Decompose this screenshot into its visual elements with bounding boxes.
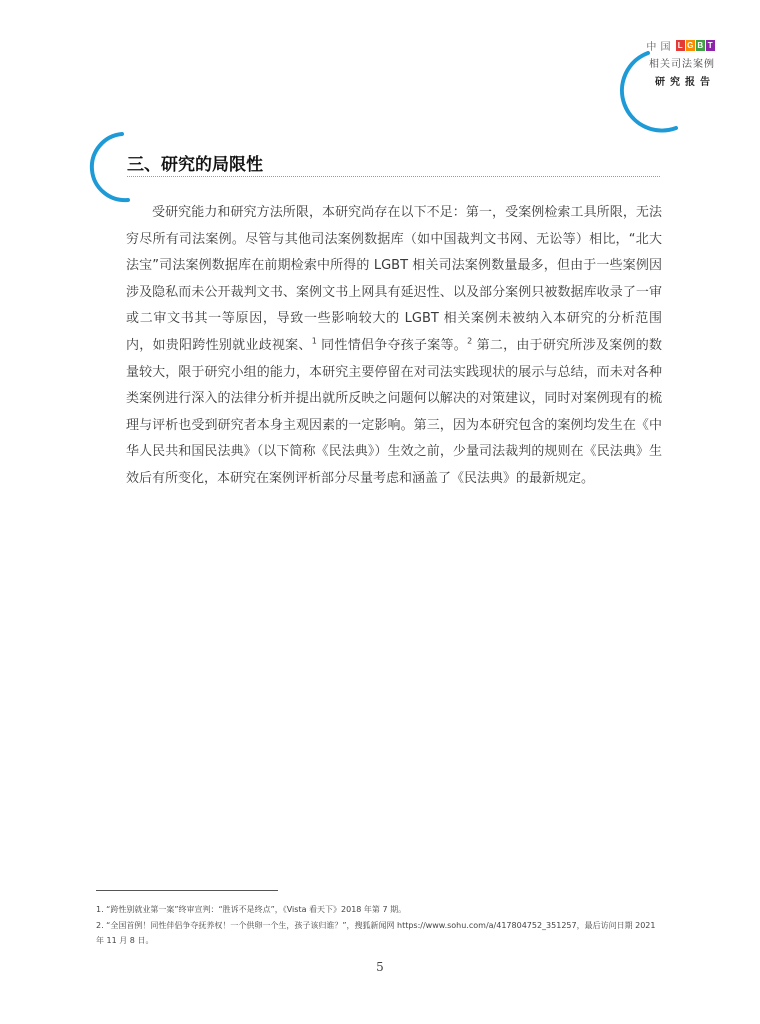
body-paragraph <box>126 200 662 493</box>
logo-line1 <box>646 38 715 53</box>
footnote-2: 2. “全国首例！同性伴侣争夺抚养权！一个供卵一个生，孩子该归谁？”，搜狐新闻网 https://www.sohu.com/a/417804752_351257，最后访问日期 2021 年 11 月 8 日。 <box>96 920 656 945</box>
logo-lgbt-rainbow <box>675 40 715 51</box>
logo-letter-g: G <box>687 41 694 50</box>
logo-country-text: 中 国 <box>646 42 671 53</box>
body-text-part2: 同性情侣争夺孩子案等。 <box>316 337 468 353</box>
logo-letter-t: T <box>707 41 714 50</box>
section-title: 三、研究的局限性 <box>127 155 263 175</box>
footnotes <box>96 902 666 949</box>
page-number: 5 <box>376 960 384 974</box>
logo-subtitle: 相关司法案例 <box>649 59 715 70</box>
heading-divider <box>127 176 660 177</box>
footnote-1: 1. “跨性别就业第一案”终审宣判：“胜诉不是终点”，《Vista 看天下》2018 年第 7 期。 <box>96 905 407 914</box>
logo-letter-l: L <box>677 41 684 50</box>
logo-letter-b: B <box>697 41 704 50</box>
footnote-ref-2[interactable]: 2 <box>467 336 473 346</box>
footnote-divider <box>96 890 278 891</box>
logo-report-label: 研究报告 <box>655 77 715 88</box>
body-text-part1: 受研究能力和研究方法所限，本研究尚存在以下不足：第一，受案例检索工具所限，无法穷尽所有司法案例。尽管与其他司法案例数据库（如中国裁判文书网、无讼等）相比，“北大法宝”司法案例数据库在前期检索中所得的 LGBT 相关司法案例数量最多，但由于一些案例因涉及隐私而未公开裁判文书、案例文书上网具有延迟性、以及部分案例只被数据库收录了一审或二审文书其一等原因，导致一些影响较大的 LGBT 相关案例未被纳入本研究的分析范围内，如贵阳跨性别就业歧视案、 <box>126 205 662 353</box>
body-text-part3: 第二，由于研究所涉及案例的数量较大，限于研究小组的能力，本研究主要停留在对司法实践现状的展示与总结，而未对各种类案例进行深入的法律分析并提出就所反映之问题何以解决的对策建议，同时对案例现有的梳理与评析也受到研究者本身主观因素的一定影响。第三，因为本研究包含的案例均发生在《中华人民共和国民法典》（以下简称《民法典》）生效之前，少量司法裁判的规则在《民法典》生效后有所变化，本研究在案例评析部分尽量考虑和涵盖了《民法典》的最新规定。 <box>126 337 662 486</box>
footnote-ref-1[interactable]: 1 <box>311 336 317 346</box>
